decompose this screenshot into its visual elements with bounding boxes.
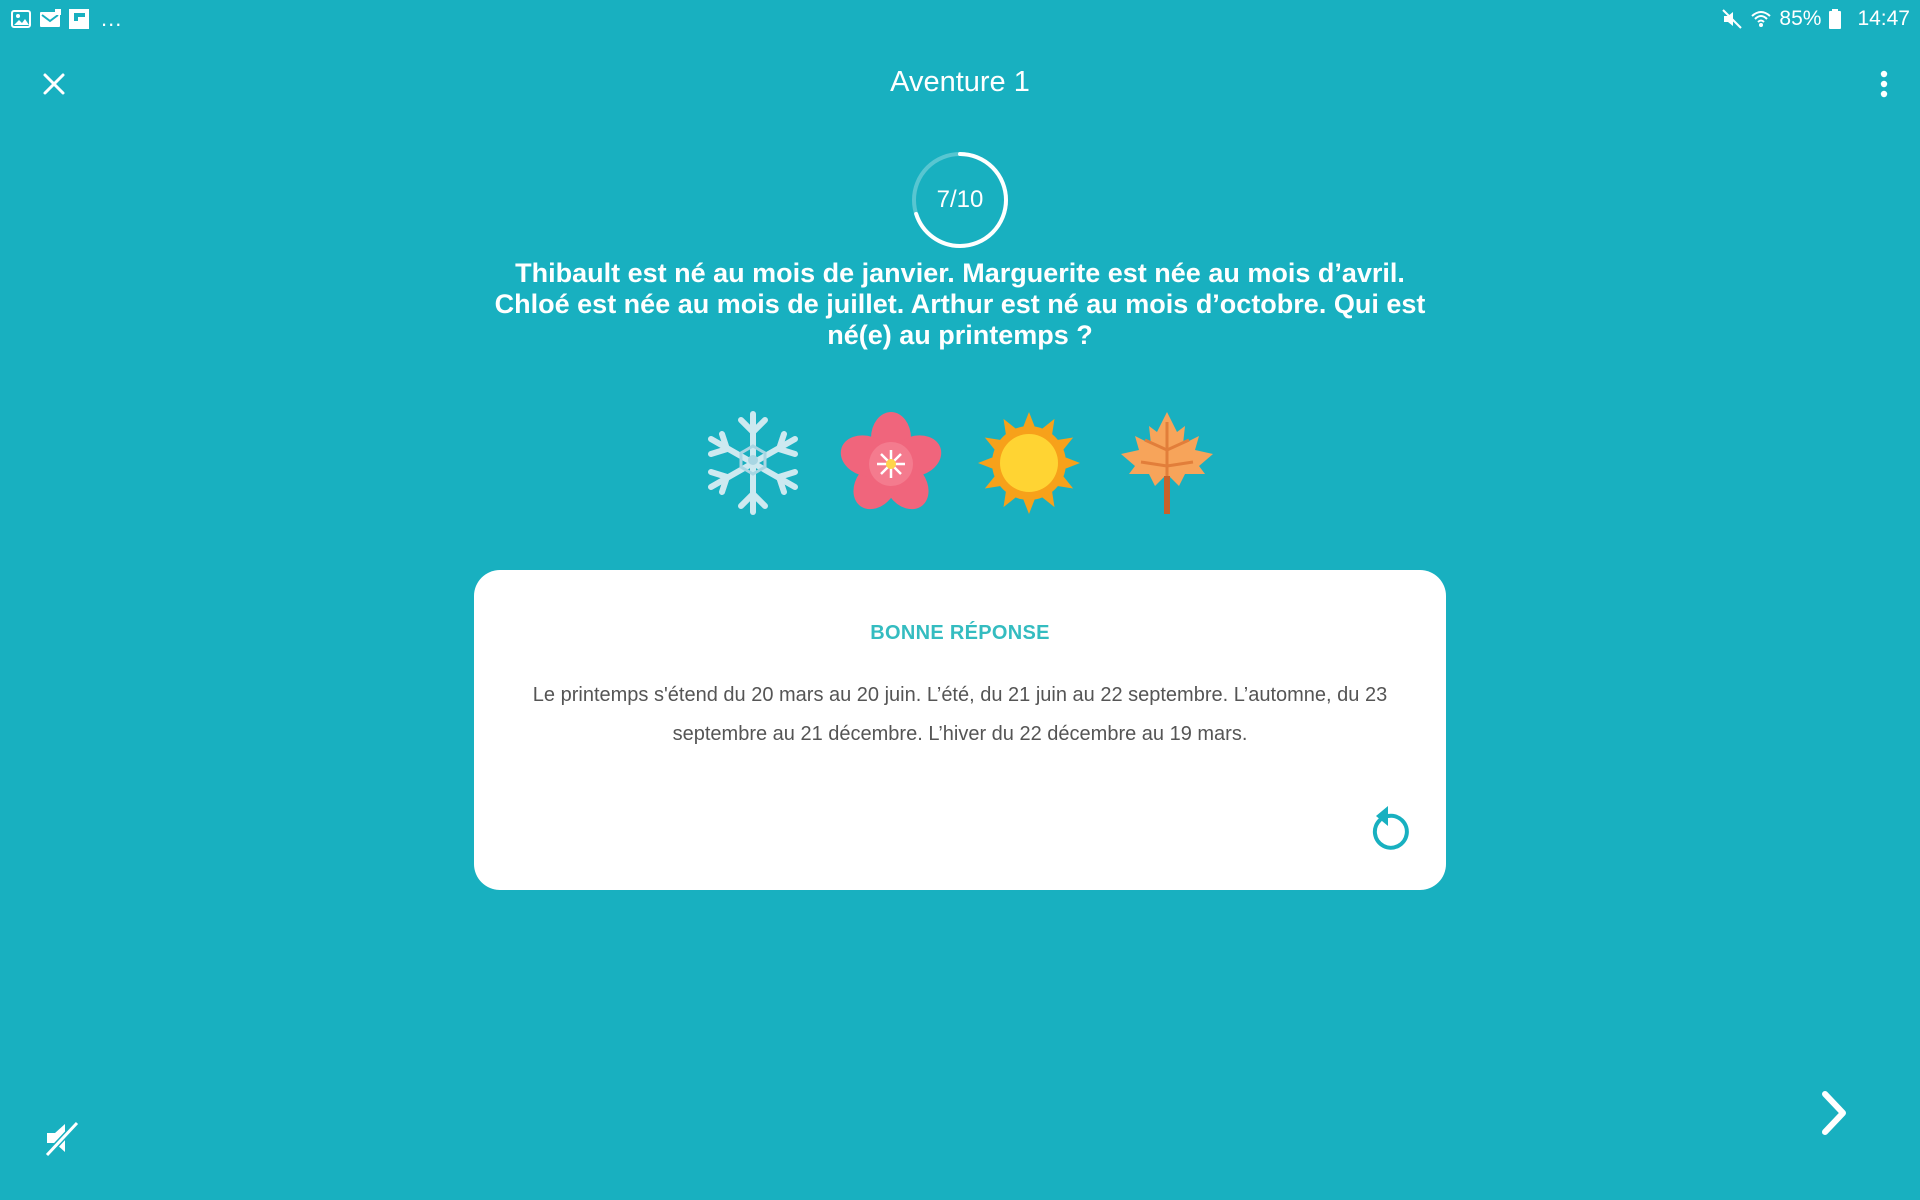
sound-toggle-button[interactable] (42, 1118, 82, 1158)
progress-label: 7/10 (936, 186, 984, 213)
replay-button[interactable] (1364, 802, 1412, 854)
image-icon (10, 8, 32, 30)
battery-percent: 85% (1779, 7, 1822, 30)
summer-option[interactable] (976, 410, 1082, 516)
flower-icon (839, 410, 943, 516)
next-button[interactable] (1816, 1088, 1852, 1138)
progress-ring (908, 148, 1012, 252)
battery-icon (1828, 8, 1850, 30)
wifi-icon (1750, 8, 1772, 30)
answer-card (474, 570, 1446, 890)
spring-option[interactable] (838, 410, 944, 516)
winter-option[interactable] (700, 410, 806, 516)
sun-icon (976, 410, 1082, 516)
mute-status-icon (1721, 8, 1743, 30)
status-right (1721, 7, 1910, 31)
volume-off-icon (43, 1119, 81, 1157)
question-text: Thibault est né au mois de janvier. Marguerite est née au mois d’avril. Chloé est née au mois de juillet. Arthur est né au mois d’octobre. Qui est né(e) au printemps ? (494, 258, 1426, 350)
maple-leaf-icon (1117, 410, 1217, 516)
status-overflow: ... (101, 6, 123, 31)
app-bar (0, 50, 1920, 116)
flipboard-icon (68, 8, 90, 30)
more-options-button[interactable] (1872, 66, 1896, 102)
chevron-right-icon (1819, 1090, 1849, 1136)
replay-icon (1366, 804, 1410, 852)
page-title: Aventure 1 (890, 66, 1030, 98)
snowflake-icon (703, 410, 803, 516)
more-vert-icon (1880, 70, 1888, 98)
status-time: 14:47 (1857, 7, 1910, 30)
status-left (10, 6, 122, 32)
answer-explanation: Le printemps s'étend du 20 mars au 20 juin. L’été, du 21 juin au 22 septembre. L’automne, du 23 septembre au 21 décembre. L’hiver du 22 décembre au 19 mars. (532, 684, 1388, 745)
season-options (700, 410, 1220, 520)
mail-icon (39, 8, 61, 30)
autumn-option[interactable] (1114, 410, 1220, 516)
answer-result-title: BONNE RÉPONSE (870, 622, 1050, 644)
status-bar (0, 0, 1920, 38)
